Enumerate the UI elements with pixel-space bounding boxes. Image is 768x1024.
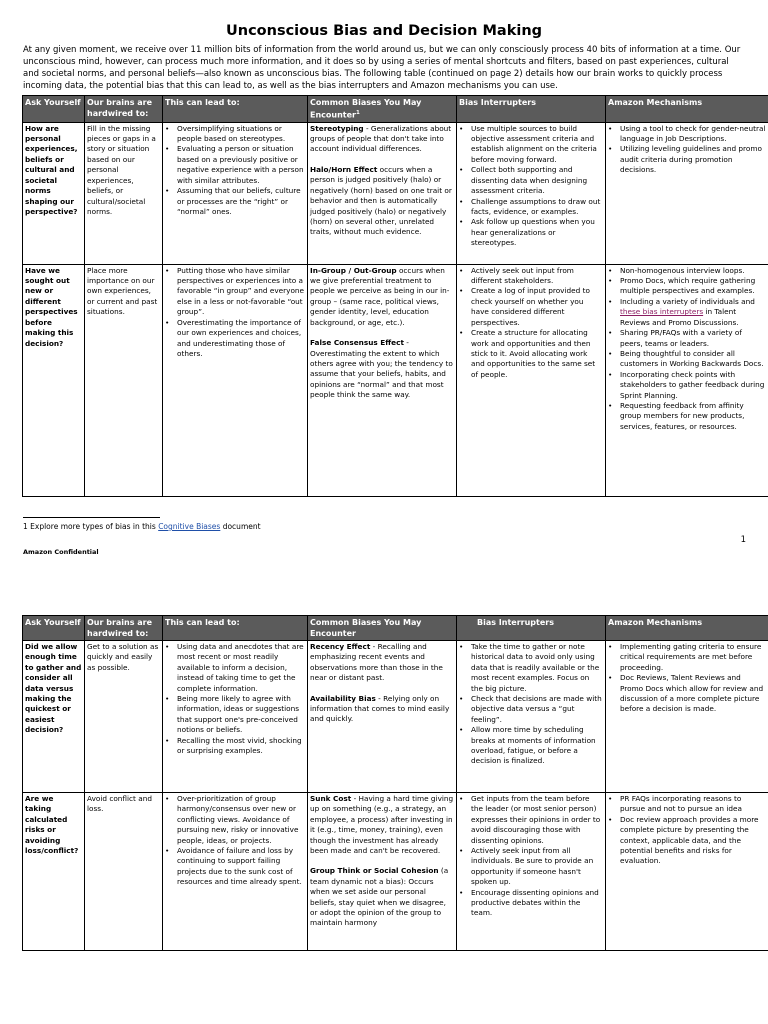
header-leadto: This can lead to: (163, 96, 308, 123)
header-leadto: This can lead to: (163, 616, 308, 641)
list-item: • Using a tool to check for gender-neutral language in Job Descriptions. (620, 124, 766, 145)
leadto-cell (163, 264, 308, 496)
list-item: • Create a structure for allocating work and opportunities and then stick to it. Avoid allocating work and opportunities to the same set of people. (471, 328, 603, 380)
bias-entry (310, 266, 454, 328)
header-mechanisms: Amazon Mechanisms (606, 616, 768, 641)
list-item: • Oversimplifying situations or people based on stereotypes. (177, 124, 305, 145)
list-item: • Being more likely to agree with information, ideas or suggestions that support one's pre-conceived notions or beliefs. (177, 694, 305, 736)
leadto-cell (163, 641, 308, 793)
table-row (23, 264, 768, 496)
page-gap (0, 575, 768, 606)
list-item: • Check that decisions are made with objective data versus a “gut feeling”. (471, 694, 603, 725)
header-ask: Ask Yourself (23, 616, 85, 641)
list-item: • Doc Reviews, Talent Reviews and Promo Docs which allow for review and discussion of a more complete picture before a decision is made. (620, 673, 766, 715)
interrupters-cell (457, 793, 606, 951)
list-item: • Avoidance of failure and loss by continuing to support failing projects due to the sunk cost of resources and time already spent. (177, 846, 305, 888)
bias-entry (310, 694, 454, 725)
ask-cell: Did we allow enough time to gather and consider all data versus making the quickest or easiest decision? (23, 641, 85, 793)
bias-table-page-1 (22, 95, 768, 497)
list-item: • Allow more time by scheduling breaks at moments of information overload, fatigue, or before a decision is finalized. (471, 725, 603, 767)
bias-table-page-2 (22, 615, 768, 951)
bias-description: - Generalizations about groups of people that don't take into account individual differences. (310, 123, 452, 154)
header-biases: Common Biases You May Encounter$^1$ (308, 96, 457, 123)
page-number: 1 (740, 535, 746, 545)
bias-name: Availability Bias (310, 693, 376, 703)
list-item: • Create a log of input provided to check yourself on whether you have considered different perspectives. (471, 286, 603, 328)
brains-cell: Get to a solution as quickly and easily as possible. (85, 641, 163, 793)
interrupters-cell (457, 122, 606, 264)
biases-cell (308, 122, 457, 264)
bias-entry (310, 866, 454, 928)
list-item: • Actively seek out input from different stakeholders. (471, 266, 603, 287)
bias-entry (310, 642, 454, 684)
footnote: 1 Explore more types of bias in this Cognitive Biases document (23, 522, 261, 531)
mechanisms-cell (606, 122, 768, 264)
bias-interrupters-link[interactable]: these bias interrupters (620, 307, 704, 317)
list-item: • Implementing gating criteria to ensure critical requirements are met before proceeding. (620, 642, 766, 673)
bias-name: Halo/Horn Effect (310, 164, 378, 174)
list-item: • Putting those who have similar perspectives or experiences into a favorable “in group” and everyone else in a less or not-favorable “out group”. (177, 266, 305, 318)
ask-cell: Are we taking calculated risks or avoiding loss/conflict? (23, 793, 85, 951)
bias-entry (310, 165, 454, 238)
header-brains: Our brains are hardwired to: (85, 96, 163, 123)
bias-name: Stereotyping (310, 123, 364, 133)
brains-cell: Fill in the missing pieces or gaps in a story or situation based on our personal experiences, beliefs, or cultural/societal norms. (85, 122, 163, 264)
header-biases: Common Biases You May Encounter (308, 616, 457, 641)
brains-cell: Avoid conflict and loss. (85, 793, 163, 951)
list-item: • Non-homogenous interview loops. (620, 266, 766, 276)
bias-name: Recency Effect (310, 642, 371, 651)
leadto-cell (163, 793, 308, 951)
bias-description: (a team dynamic not a bias): Occurs when we set aside our personal beliefs, stay quiet when we disagree, or adopt the opinion of the group to maintain harmony (310, 866, 449, 928)
cognitive-biases-link[interactable]: Cognitive Biases (158, 522, 221, 531)
header-mechanisms: Amazon Mechanisms (606, 96, 768, 123)
table-row (23, 122, 768, 264)
bias-entry (310, 794, 454, 856)
mechanisms-cell (606, 264, 768, 496)
bias-name: Group Think or Social Cohesion (310, 866, 439, 876)
ask-cell: How are personal experiences, beliefs or cultural and societal norms shaping our perspective? (23, 122, 85, 264)
ask-cell: Have we sought out new or different perspectives before making this decision? (23, 264, 85, 496)
table-row (23, 641, 768, 793)
mechanisms-cell (606, 641, 768, 793)
bias-description: occurs when a person is judged positively (halo) or negatively (horn) based on one trait or behavior and then is automatically judged positively (halo) or negatively (horn) on several other, unrelated traits, without much evidence. (310, 164, 452, 237)
list-item: • Collect both supporting and dissenting data when designing assessment criteria. (471, 165, 603, 196)
leadto-cell (163, 122, 308, 264)
bias-name: False Consensus Effect (310, 338, 404, 348)
interrupters-cell (457, 264, 606, 496)
list-item: • Challenge assumptions to draw out facts, evidence, or examples. (471, 197, 603, 218)
header-interrupters: Bias Interrupters (457, 616, 606, 641)
header-interrupters: Bias Interrupters (457, 96, 606, 123)
intro-paragraph: At any given moment, we receive over 11 million bits of information from the world around us, but we can only consciously process 40 bits of information at a time. Our unconscious mind, however, can process much more information, and it does so by using a series of mental shortcuts and filters, based on past experiences, cultural and societal norms, and personal beliefs—also known as unconscious bias. The following table (continued on page 2) details how our brain works to quickly process incoming data, the potential bias that this can lead to, as well as the bias interrupters and Amazon mechanisms you can use. (23, 45, 741, 91)
table-row (23, 793, 768, 951)
document-title: Unconscious Bias and Decision Making (225, 23, 543, 39)
list-item: • Actively seek input from all individuals. Be sure to provide an opportunity if someone hasn't spoken up. (471, 846, 603, 888)
header-brains: Our brains are hardwired to: (85, 616, 163, 641)
list-item: • Including a variety of individuals and these bias interrupters in Talent Reviews and Promo Discussions. (620, 297, 766, 328)
biases-cell (308, 793, 457, 951)
list-item: • Incorporating check points with stakeholders to gather feedback during Sprint Planning. (620, 370, 766, 401)
list-item: • Using data and anecdotes that are most recent or most readily available to inform a decision, instead of taking time to get the complete information. (177, 642, 305, 694)
mechanisms-cell (606, 793, 768, 951)
list-item: • Promo Docs, which require gathering multiple perspectives and examples. (620, 276, 766, 297)
list-item: • Requesting feedback from affinity group members for new products, services, features, or resources. (620, 401, 766, 432)
header-ask: Ask Yourself (23, 96, 85, 123)
biases-cell (308, 641, 457, 793)
list-item: • Recalling the most vivid, shocking or surprising examples. (177, 736, 305, 757)
confidential-label: Amazon Confidential (23, 548, 99, 556)
bias-description: - Relying only on information that comes to mind easily and quickly. (310, 693, 450, 724)
list-item: • Being thoughtful to consider all customers in Working Backwards Docs. (620, 349, 766, 370)
list-item: • Utilizing leveling guidelines and promo audit criteria during promotion decisions. (620, 144, 766, 175)
bias-entry (310, 124, 454, 155)
list-item: • PR FAQs incorporating reasons to pursue and not to pursue an idea (620, 794, 766, 815)
bias-name: In-Group / Out-Group (310, 265, 397, 275)
page-2 (0, 606, 768, 1024)
bias-name: Sunk Cost (310, 794, 352, 803)
list-item: • Use multiple sources to build objective assessment criteria and establish alignment on the criteria before moving forward. (471, 124, 603, 166)
bias-description: - Recalling and emphasizing recent events and observations more than those in the near or distant past. (310, 642, 443, 683)
biases-cell (308, 264, 457, 496)
bias-description: occurs when we give preferential treatment to people we perceive as being in our in-group – (same race, political views, gender identity, level, education background, or age, etc.). (310, 265, 450, 327)
bias-description: - Overestimating the extent to which others agree with you; the tendency to assume that your beliefs, habits, and opinions are “normal” and that most people think the same way. (310, 338, 453, 400)
list-item: • Assuming that our beliefs, culture or processes are the “right” or “normal” ones. (177, 186, 305, 217)
list-item: • Evaluating a person or situation based on a previously positive or negative experience with a person with similar attributes. (177, 144, 305, 186)
interrupters-cell (457, 641, 606, 793)
list-item: • Get inputs from the team before the leader (or most senior person) expresses their opinions in order to avoid discouraging those with dissenting opinions. (471, 794, 603, 846)
list-item: • Overestimating the importance of our own experiences and choices, and underestimating those of others. (177, 318, 305, 360)
list-item: • Ask follow up questions when you hear generalizations or stereotypes. (471, 217, 603, 248)
list-item: • Encourage dissenting opinions and productive debates within the team. (471, 888, 603, 919)
brains-cell: Place more importance on our own experiences, or current and past situations. (85, 264, 163, 496)
bias-description: - Having a hard time giving up on something (e.g., a strategy, an employee, a process) after investing in it (e.g., time, money, training), even though the investment has already been made and can't be recovered. (310, 794, 454, 856)
bias-entry (310, 338, 454, 400)
list-item: • Doc review approach provides a more complete picture by presenting the context, applicable data, and the potential benefits and risks for evaluation. (620, 815, 766, 867)
list-item: • Over-prioritization of group harmony/consensus over new or conflicting views. Avoidance of pursuing new, risky or innovative people, ideas, or projects. (177, 794, 305, 846)
list-item: • Take the time to gather or note historical data to avoid only using data that is readily available or the most recent examples. Focus on the big picture. (471, 642, 603, 694)
footnote-divider (23, 517, 160, 518)
list-item: • Sharing PR/FAQs with a variety of peers, teams or leaders. (620, 328, 766, 349)
